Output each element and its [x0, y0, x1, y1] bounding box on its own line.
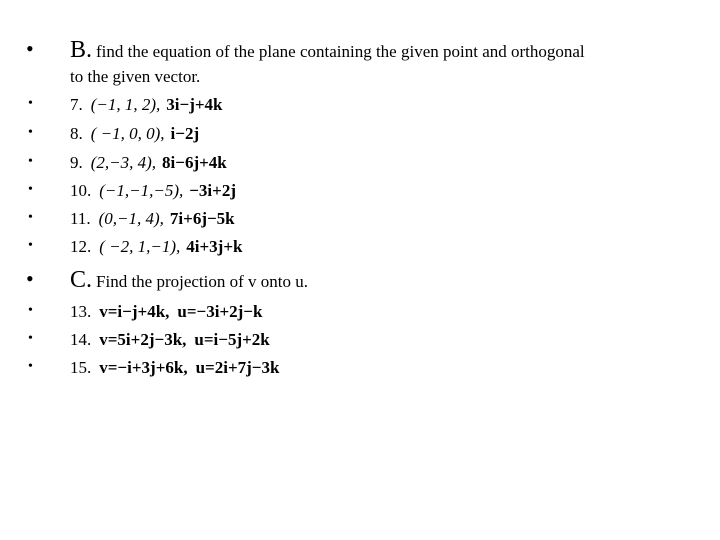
normal-vector: −3i+2j — [189, 181, 237, 200]
given-point: ( −2, 1,−1), — [99, 237, 181, 256]
normal-vector: i−2j — [170, 124, 200, 143]
bullet: • — [28, 182, 33, 197]
bullet: • — [28, 154, 33, 169]
given-point: (2,−3, 4), — [90, 153, 157, 172]
bullet: • — [28, 96, 33, 111]
u-vector: u=i−5j+2k — [194, 330, 270, 349]
bullet: • — [28, 210, 33, 225]
item-number: 15. — [70, 358, 92, 377]
bullet: • — [28, 303, 33, 318]
item-number: 9. — [70, 153, 83, 172]
normal-vector: 4i+3j+k — [186, 237, 243, 256]
item-number: 11. — [70, 209, 91, 228]
item-number: 8. — [70, 124, 83, 143]
bullet: • — [28, 331, 33, 346]
u-vector: u=−3i+2j−k — [177, 302, 263, 321]
v-vector: v=i−j+4k, — [99, 302, 170, 321]
section-b-title-line2: to the given vector. — [70, 67, 201, 86]
item-number: 14. — [70, 330, 92, 349]
bullet: • — [28, 359, 33, 374]
section-b-letter: B. — [70, 37, 93, 63]
normal-vector: 3i−j+4k — [166, 95, 223, 114]
list-item — [0, 359, 720, 379]
section-b-heading — [0, 38, 720, 64]
bullet: • — [28, 238, 33, 253]
u-vector: u=2i+7j−3k — [195, 358, 280, 377]
section-c-title: Find the projection of v onto u. — [96, 272, 309, 291]
item-number: 10. — [70, 181, 92, 200]
normal-vector: 8i−6j+4k — [162, 153, 227, 172]
v-vector: v=−i+3j+6k, — [99, 358, 188, 377]
section-b-title-line1: find the equation of the plane containing the given point and orthogonal — [96, 42, 585, 61]
item-number: 13. — [70, 302, 92, 321]
list-item — [0, 238, 720, 258]
list-item — [0, 303, 720, 323]
bullet: • — [26, 266, 34, 291]
v-vector: v=5i+2j−3k, — [99, 330, 187, 349]
given-point: (−1,−1,−5), — [99, 181, 184, 200]
given-point: (0,−1, 4), — [98, 209, 164, 228]
bullet: • — [28, 125, 33, 140]
list-item — [0, 125, 720, 145]
normal-vector: 7i+6j−5k — [169, 209, 235, 228]
item-number: 7. — [70, 95, 83, 114]
given-point: ( −1, 0, 0), — [90, 124, 165, 143]
list-item — [0, 331, 720, 351]
list-item — [0, 210, 720, 230]
list-item — [0, 154, 720, 174]
list-item — [0, 96, 720, 116]
given-point: (−1, 1, 2), — [90, 95, 161, 114]
section-c-heading — [0, 268, 720, 294]
list-item — [0, 182, 720, 202]
section-c-letter: C. — [70, 267, 93, 293]
item-number: 12. — [70, 237, 92, 256]
bullet: • — [26, 36, 34, 61]
